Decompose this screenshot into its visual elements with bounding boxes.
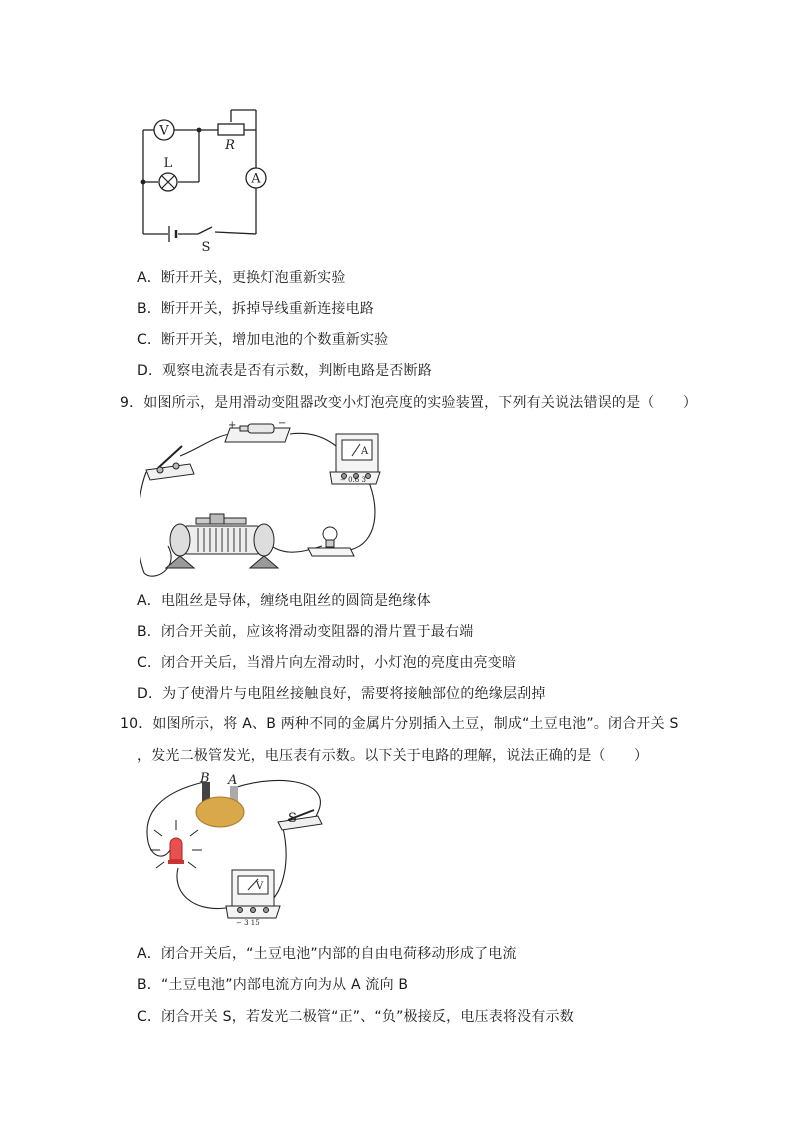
q8-option-d: D．观察电流表是否有示数，判断电路是否断路 [137, 363, 432, 379]
voltmeter-label: V [159, 123, 169, 139]
q9-stem: 9．如图所示，是用滑动变阻器改变小灯泡亮度的实验装置，下列有关说法错误的是（ ） [120, 395, 698, 411]
voltmeter-face-label: V [256, 881, 264, 892]
electrode-b-label: B [200, 772, 210, 786]
q9-option-b: B．闭合开关前，应该将滑动变阻器的滑片置于最右端 [137, 624, 474, 640]
q9-option-c: C．闭合开关后，当滑片向左滑动时，小灯泡的亮度由亮变暗 [137, 655, 517, 671]
ammeter-label: A [251, 171, 261, 187]
switch-label: S [201, 240, 211, 254]
q8-option-b: B．断开开关，拆掉导线重新连接电路 [137, 301, 375, 317]
lamp-label: L [163, 156, 173, 171]
circuit-diagram [138, 104, 278, 254]
voltmeter-terminals: − 3 15 [236, 919, 260, 927]
q8-option-c: C．断开开关，增加电池的个数重新实验 [137, 332, 389, 348]
potato-battery-figure [142, 772, 332, 937]
q10-option-a: A．闭合开关后，“土豆电池”内部的自由电荷移动形成了电流 [137, 946, 517, 962]
resistor-label: R [225, 138, 235, 153]
q10-option-c: C．闭合开关 S，若发光二极管“正”、“负”极接反，电压表将没有示数 [137, 1009, 574, 1025]
q10-stem-line1: 10．如图所示，将 A、B 两种不同的金属片分别插入土豆，制成“土豆电池”。闭合开关 S [120, 716, 679, 732]
ammeter-face-label: A [361, 446, 369, 457]
ammeter-terminals: − 0.6 3 [340, 476, 366, 484]
q10-stem-line2: ，发光二极管发光，电压表有示数。以下关于电路的理解，说法正确的是（ ） [137, 748, 649, 764]
battery-plus: + [228, 420, 237, 431]
electrode-a-label: A [228, 773, 238, 788]
q9-option-a: A．电阻丝是导体，缠绕电阻丝的圆筒是绝缘体 [137, 593, 431, 609]
rheostat-apparatus-figure [140, 418, 390, 583]
battery-minus: − [278, 418, 287, 429]
q10-option-b: B．“土豆电池”内部电流方向为从 A 流向 B [137, 977, 409, 993]
q9-option-d: D．为了使滑片与电阻丝接触良好，需要将接触部位的绝缘层刮掉 [137, 686, 546, 702]
switch-s-label: S [288, 811, 297, 826]
q8-option-a: A．断开开关，更换灯泡重新实验 [137, 270, 346, 286]
